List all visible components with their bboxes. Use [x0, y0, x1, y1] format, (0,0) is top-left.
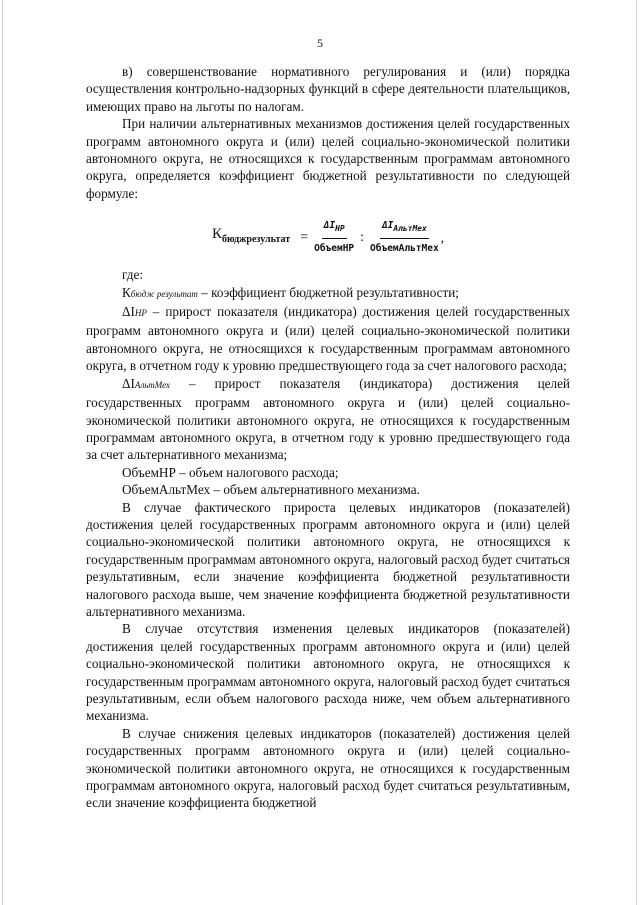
page-number: 5	[317, 36, 323, 50]
definition-delta-altmech: ΔIАльтМех – прирост показателя (индикатора) достижения целей государственных программ автономного округа и (или) целей социально-экономической политики автономного округа, не относящихся к государственным программам автономного округа, в отчетном году к уровню предшествующего года за счет альтернативного механизма;	[86, 375, 570, 463]
paragraph-alternative-mechanisms: При наличии альтернативных механизмов достижения целей государственных программ автономного округа и (или) целей социально-экономической политики автономного округа, не относящихся к государственным программам автономного округа, определяется коэффициент бюджетной результативности по следующей формуле:	[86, 116, 570, 201]
scan-edge-right	[636, 0, 637, 905]
formula	[86, 216, 570, 258]
paragraph-decrease: В случае снижения целевых индикаторов (показателей) достижения целей государственных программ автономного округа и (или) целей социально-экономической политики автономного округа, не относящихся к государственным программам автономного округа, налоговый расход будет считаться результативным, если значение коэффициента бюджетной	[86, 725, 570, 811]
formula-divide: :	[360, 229, 365, 245]
formula-trailing-comma: ,	[440, 229, 444, 245]
scan-edge-left	[2, 0, 3, 905]
definition-volume-altmech: ОбъемАльтМех – объем альтернативного механизма.	[122, 482, 420, 498]
paragraph-actual-growth: В случае фактического прироста целевых индикаторов (показателей) достижения целей государственных программ автономного округа и (или) целей социально-экономической политики автономного округа, не относящихся к государственным программам автономного округа, налоговый расход будет считаться результативным, если значение коэффициента бюджетной результативности налогового расхода выше, чем значение коэффициента бюджетной результативности альтернативного механизма.	[86, 499, 570, 619]
paragraph-item-v: в) совершенствование нормативного регулирования и (или) порядка осуществления контрольно-надзорных функций в сфере деятельности плательщиков, имеющих право на льготы по налогам.	[86, 64, 570, 114]
formula-fraction-altmech: $\frac{\Delta I_{АльтМех}}{\text{ОбъемАльтМех}}$	[370, 217, 439, 258]
paragraph-no-change: В случае отсутствия изменения целевых индикаторов (показателей) достижения целей государственных программ автономного округа и (или) целей социально-экономической политики автономного округа, не относящихся к государственным программам автономного округа, налоговый расход будет считаться результативным, если объем налогового расхода ниже, чем объем альтернативного механизма.	[86, 621, 570, 724]
formula-lhs: $К_{бюджрезультат}$	[212, 226, 291, 246]
where-label: где:	[122, 267, 143, 283]
document-body	[86, 63, 570, 812]
definition-coefficient: Кбюдж результат – коэффициент бюджетной результативности;	[122, 284, 459, 300]
definition-delta-nr: ΔIНР – прирост показателя (индикатора) достижения целей государственных программ автономного округа и (или) целей социально-экономической политики автономного округа, не относящихся к государственным программам автономного округа, в отчетном году к уровню предшествующего года за счет налогового расхода;	[86, 304, 570, 374]
definition-volume-nr: ОбъемНР – объем налогового расхода;	[122, 464, 339, 480]
formula-equals: =	[300, 229, 309, 245]
formula-fraction-nr: $\frac{\Delta I_{НР}}{\text{ОбъемНР}}$	[314, 217, 354, 258]
